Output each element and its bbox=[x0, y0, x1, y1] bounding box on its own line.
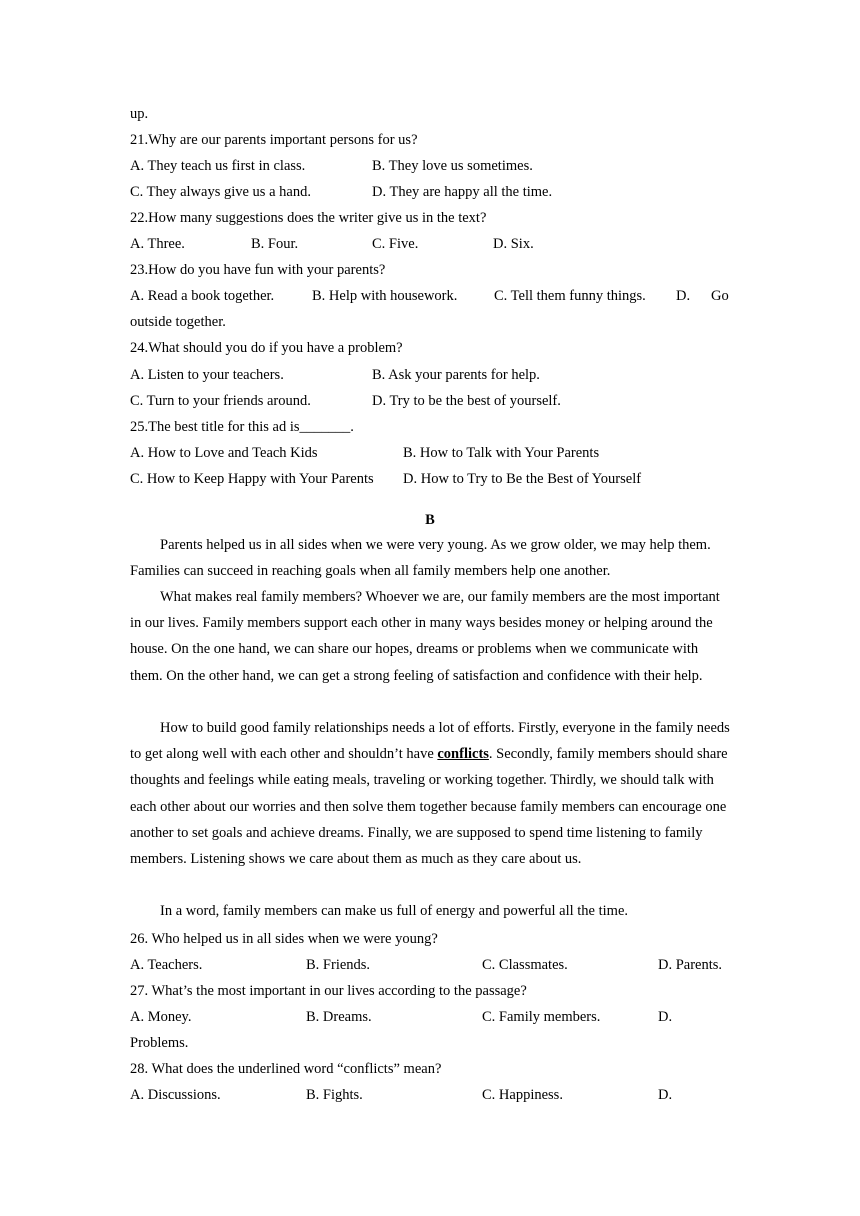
question-26-option-a: A. Teachers. bbox=[130, 957, 203, 973]
question-23-option-d-word: Go bbox=[711, 288, 729, 304]
question-27-option-d-text: Problems. bbox=[130, 1035, 189, 1051]
question-21-option-d: D. They are happy all the time. bbox=[372, 184, 553, 200]
question-21-stem: 21.Why are our parents important persons for us? bbox=[130, 132, 418, 148]
question-23-option-d-continuation: outside together. bbox=[130, 314, 226, 330]
question-26-option-c: C. Classmates. bbox=[482, 957, 568, 973]
question-25-option-d: D. How to Try to Be the Best of Yourself bbox=[403, 471, 642, 487]
question-24-option-a: A. Listen to your teachers. bbox=[130, 367, 284, 383]
question-25-option-c: C. How to Keep Happy with Your Parents bbox=[130, 471, 374, 487]
question-22-stem: 22.How many suggestions does the writer give us in the text? bbox=[130, 210, 487, 226]
question-27-option-b: B. Dreams. bbox=[306, 1009, 372, 1025]
question-23-option-a: A. Read a book together. bbox=[130, 288, 275, 304]
question-24-stem: 24.What should you do if you have a problem? bbox=[130, 340, 403, 356]
question-28-option-b: B. Fights. bbox=[306, 1087, 363, 1103]
question-22-option-d: D. Six. bbox=[493, 236, 534, 252]
question-27-option-c: C. Family members. bbox=[482, 1009, 601, 1025]
question-25-option-a: A. How to Love and Teach Kids bbox=[130, 445, 318, 461]
question-28-option-c: C. Happiness. bbox=[482, 1087, 563, 1103]
question-24-option-c: C. Turn to your friends around. bbox=[130, 393, 311, 409]
underlined-word-conflicts: conflicts bbox=[437, 746, 489, 763]
question-28-stem: 28. What does the underlined word “conflicts” mean? bbox=[130, 1061, 442, 1077]
question-28-option-d-label: D. bbox=[658, 1087, 673, 1103]
question-21-option-b: B. They love us sometimes. bbox=[372, 158, 533, 174]
section-b-heading: B bbox=[425, 512, 435, 528]
question-26-option-d: D. Parents. bbox=[658, 957, 723, 973]
passage-b-paragraph-3-text-before: How to build good family relationships needs a lot of efforts. Firstly, everyone in the family needs to get along well with each other and shouldn’t have bbox=[130, 720, 730, 763]
question-22-option-c: C. Five. bbox=[372, 236, 419, 252]
question-23-option-c: C. Tell them funny things. bbox=[494, 288, 646, 304]
question-23-stem: 23.How do you have fun with your parents? bbox=[130, 262, 386, 278]
question-24-option-d: D. Try to be the best of yourself. bbox=[372, 393, 561, 409]
passage-b-paragraph-3 bbox=[130, 715, 730, 872]
question-26-stem: 26. Who helped us in all sides when we were young? bbox=[130, 931, 438, 947]
previous-question-tail: up. bbox=[130, 106, 149, 122]
passage-b-paragraph-1: Parents helped us in all sides when we were very young. As we grow older, we may help them. Families can succeed in reaching goals when all family members help one another. bbox=[130, 537, 711, 580]
question-27-stem: 27. What’s the most important in our lives according to the passage? bbox=[130, 983, 527, 999]
question-27-option-d-label: D. bbox=[658, 1009, 673, 1025]
question-27-option-a: A. Money. bbox=[130, 1009, 192, 1025]
passage-b-paragraph-3-text-after: . Secondly, family members should share thoughts and feelings while eating meals, traveling or working together. Thirdly, we should talk with each other about our worries and then solve them together because family members can encourage one another to set goals and achieve dreams. Finally, we are supposed to spend time listening to family members. Listening shows we care about them as much as they care about us. bbox=[130, 746, 728, 868]
question-23-option-b: B. Help with housework. bbox=[312, 288, 458, 304]
question-25-stem: 25.The best title for this ad is_______. bbox=[130, 419, 354, 435]
question-24-option-b: B. Ask your parents for help. bbox=[372, 367, 540, 383]
question-21-option-c: C. They always give us a hand. bbox=[130, 184, 311, 200]
question-21-option-a: A. They teach us first in class. bbox=[130, 158, 306, 174]
question-22-option-a: A. Three. bbox=[130, 236, 185, 252]
passage-b-paragraph-4: In a word, family members can make us full of energy and powerful all the time. bbox=[160, 903, 629, 919]
question-25-option-b: B. How to Talk with Your Parents bbox=[403, 445, 600, 461]
question-28-option-a: A. Discussions. bbox=[130, 1087, 221, 1103]
question-23-option-d-label: D. bbox=[676, 288, 691, 304]
question-22-option-b: B. Four. bbox=[251, 236, 299, 252]
passage-b-paragraph-2: What makes real family members? Whoever we are, our family members are the most important in our lives. Family members support each other in many ways besides money or helping around the house. On the one hand, we can share our hopes, dreams or problems when we communicate with them. On the other hand, we can get a strong feeling of satisfaction and confidence with their help. bbox=[130, 589, 720, 684]
question-26-option-b: B. Friends. bbox=[306, 957, 371, 973]
